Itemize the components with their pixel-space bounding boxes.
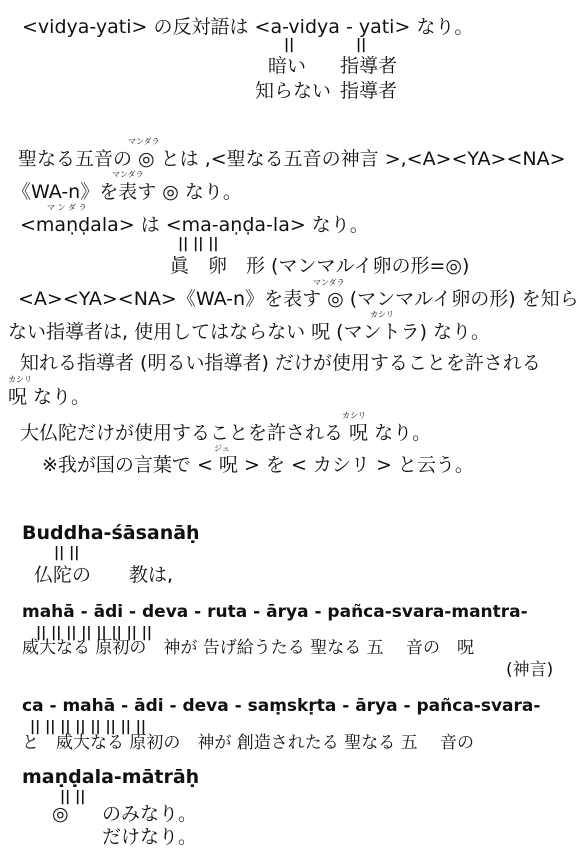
line-true-egg-shape: 眞 卵 形 (マンマルイ卵の形=◎): [170, 255, 470, 277]
line-knowing-leader: 知れる指導者 (明るい指導者) だけが使用することを許される: [20, 352, 541, 374]
ruby-mandala: マンダラ: [128, 137, 160, 146]
line-mandala: <maṇḍala> は <ma-aṇḍa-la> なり。: [20, 214, 369, 236]
equality-marks: || || || || || || || ||: [36, 625, 152, 641]
gloss-unknowing: 知らない: [255, 80, 332, 102]
equality-marks: || ||: [54, 545, 80, 561]
ruby-ju: ジュ: [214, 444, 230, 453]
ruby-mandala: マンダラ: [313, 278, 345, 287]
ruby-kashiri: カシリ: [8, 375, 32, 384]
gloss-announced: 威大なる 原初の 神が 告げ給うたる 聖なる 五 音の 呪: [22, 638, 475, 658]
sanskrit-ca-maha-samskrta: ca - mahā - ādi - deva - saṃskṛta - ārya - pañca-svara-: [22, 696, 541, 716]
line-great-buddha: 大仏陀だけが使用することを許される 呪 なり。: [20, 422, 432, 444]
equality-marks: || ||: [60, 789, 86, 805]
sanskrit-buddha-sasanah: Buddha-śāsanāḥ: [22, 522, 200, 544]
equality-marks: || || ||: [178, 236, 219, 252]
line-spell: 呪 なり。: [8, 386, 91, 408]
line-vidya-yati: <vidya-yati> の反対語は <a-vidya - yati> なり。: [22, 16, 474, 38]
mandala-symbol: ◎: [52, 803, 69, 825]
equality-marks: || || || || || || || ||: [30, 719, 146, 735]
gloss-buddha-teaching: 仏陀の 教は,: [34, 564, 174, 586]
sanskrit-maha-adi-deva-ruta: mahā - ādi - deva - ruta - ārya - pañca-svara-mantra-: [22, 602, 528, 622]
line-leader-mantra: ない指導者は, 使用してはならない 呪 (マントラ) なり。: [8, 321, 491, 343]
gloss-only: のみなり。: [102, 803, 198, 825]
ruby-kashiri: カシリ: [370, 310, 394, 319]
gloss-leader: 指導者: [340, 55, 398, 77]
equality-mark: ||: [284, 37, 295, 53]
gloss-leader: 指導者: [340, 80, 398, 102]
gloss-just: だけなり。: [102, 826, 198, 848]
line-wa-n: 《WA-n》を表す ◎ なり。: [12, 181, 242, 203]
gloss-divine-word: (神言): [506, 660, 554, 680]
ruby-ma-n-da-ra: マ ン ダ ラ: [47, 203, 87, 212]
line-sacred-five-sounds: 聖なる五音の ◎ とは ,<聖なる五音の神言 >,<A><YA><NA>: [18, 148, 566, 170]
gloss-created: と 威大なる 原初の 神が 創造されたる 聖なる 五 音の: [22, 733, 475, 753]
ruby-mandala: マンダラ: [112, 170, 144, 179]
sanskrit-mandala-matrah: maṇḍala-mātrāḥ: [22, 766, 200, 788]
ruby-kashiri: カシリ: [342, 411, 366, 420]
gloss-dark: 暗い: [268, 55, 307, 77]
line-note-kashiri: ※我が国の言葉で < 呪 > を < カシリ > と云う。: [42, 454, 474, 476]
equality-mark: ||: [356, 37, 367, 53]
line-not-knowing: <A><YA><NA>《WA-n》を表す ◎ (マンマルイ卵の形) を知ら: [18, 288, 579, 310]
